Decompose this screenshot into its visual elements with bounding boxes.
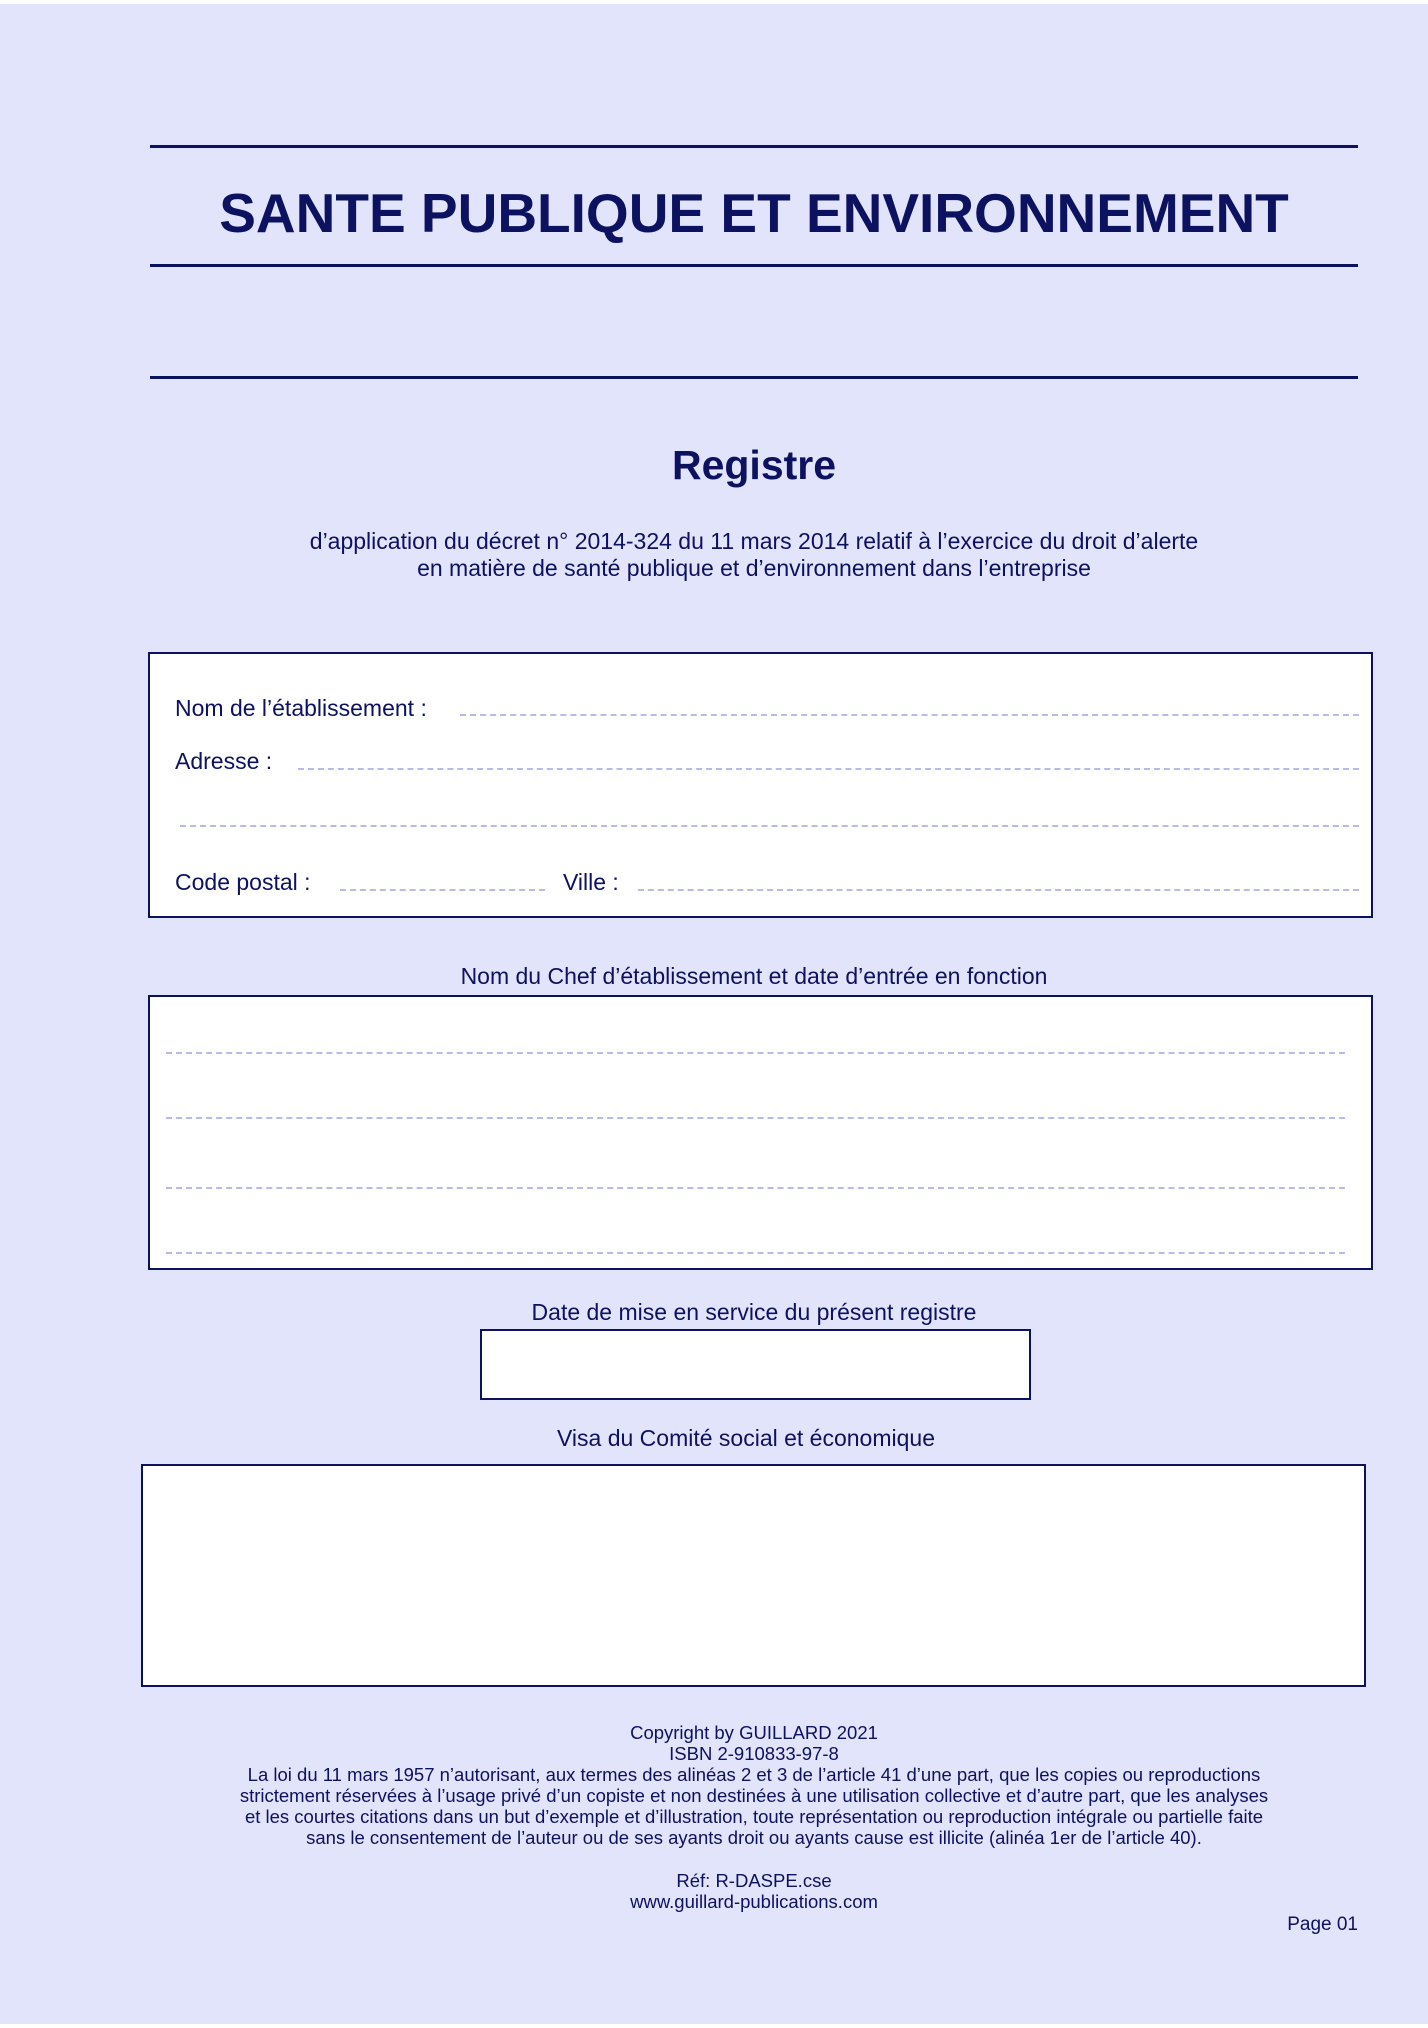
footer-copyright: Copyright by GUILLARD 2021 bbox=[630, 1722, 878, 1743]
chief-field-line-1[interactable] bbox=[166, 1052, 1345, 1054]
section-rule bbox=[150, 376, 1358, 379]
page-title: SANTE PUBLIQUE ET ENVIRONNEMENT bbox=[219, 182, 1289, 244]
page-number: Page 01 bbox=[1287, 1914, 1358, 1935]
address-label: Adresse : bbox=[175, 748, 273, 774]
footer-legal-line-2: strictement réservées à l’usage privé d’un copiste et non destinées à une utilisation collective et d’autre part, que les analyses bbox=[239, 1785, 1269, 1806]
establishment-name-label: Nom de l’établissement : bbox=[175, 695, 427, 721]
description-line-1: d’application du décret n° 2014-324 du 11 mars 2014 relatif à l’exercice du droit d’alerte bbox=[309, 528, 1199, 554]
postal-code-field[interactable] bbox=[340, 889, 545, 891]
document-description bbox=[150, 528, 1358, 582]
visa-box[interactable] bbox=[141, 1464, 1366, 1687]
chief-field-line-3[interactable] bbox=[166, 1187, 1345, 1189]
header-bottom-rule bbox=[150, 264, 1358, 267]
city-label: Ville : bbox=[563, 869, 619, 895]
footer-reference-block bbox=[150, 1870, 1358, 1912]
postal-code-label: Code postal : bbox=[175, 869, 311, 895]
description-line-2: en matière de santé publique et d’environnement dans l’entreprise bbox=[417, 555, 1091, 581]
document-page bbox=[0, 4, 1428, 2024]
date-field-box[interactable] bbox=[480, 1329, 1031, 1400]
establishment-form-box bbox=[148, 652, 1373, 918]
chief-field-line-2[interactable] bbox=[166, 1117, 1345, 1119]
document-subtitle: Registre bbox=[671, 442, 837, 488]
footer-reference: Réf: R-DASPE.cse bbox=[676, 1870, 832, 1891]
establishment-name-field[interactable] bbox=[460, 714, 1359, 716]
address-field-line-1[interactable] bbox=[298, 768, 1359, 770]
footer-legal-line-3: et les courtes citations dans un but d’exemple et d’illustration, toute représentation ou reproduction intégrale ou partielle faite bbox=[244, 1806, 1264, 1827]
visa-section-caption: Visa du Comité social et économique bbox=[556, 1425, 935, 1451]
footer-website[interactable]: www.guillard-publications.com bbox=[630, 1891, 878, 1912]
footer-legal-line-1: La loi du 11 mars 1957 n’autorisant, aux termes des alinéas 2 et 3 de l’article 41 d’une part, que les copies ou reproductions bbox=[247, 1764, 1261, 1785]
footer-isbn: ISBN 2-910833-97-8 bbox=[669, 1743, 839, 1764]
chief-field-line-4[interactable] bbox=[166, 1252, 1345, 1254]
chief-section-caption: Nom du Chef d’établissement et date d’entrée en fonction bbox=[460, 963, 1048, 989]
city-field[interactable] bbox=[638, 889, 1359, 891]
address-field-line-2[interactable] bbox=[180, 825, 1359, 827]
footer-legal bbox=[150, 1722, 1358, 1848]
date-section-caption: Date de mise en service du présent registre bbox=[531, 1299, 977, 1325]
header-top-rule bbox=[150, 145, 1358, 148]
footer-legal-line-4: sans le consentement de l’auteur ou de ses ayants droit ou ayants cause est illicite (alinéa 1er de l’article 40). bbox=[306, 1827, 1202, 1848]
chief-box bbox=[148, 995, 1373, 1270]
